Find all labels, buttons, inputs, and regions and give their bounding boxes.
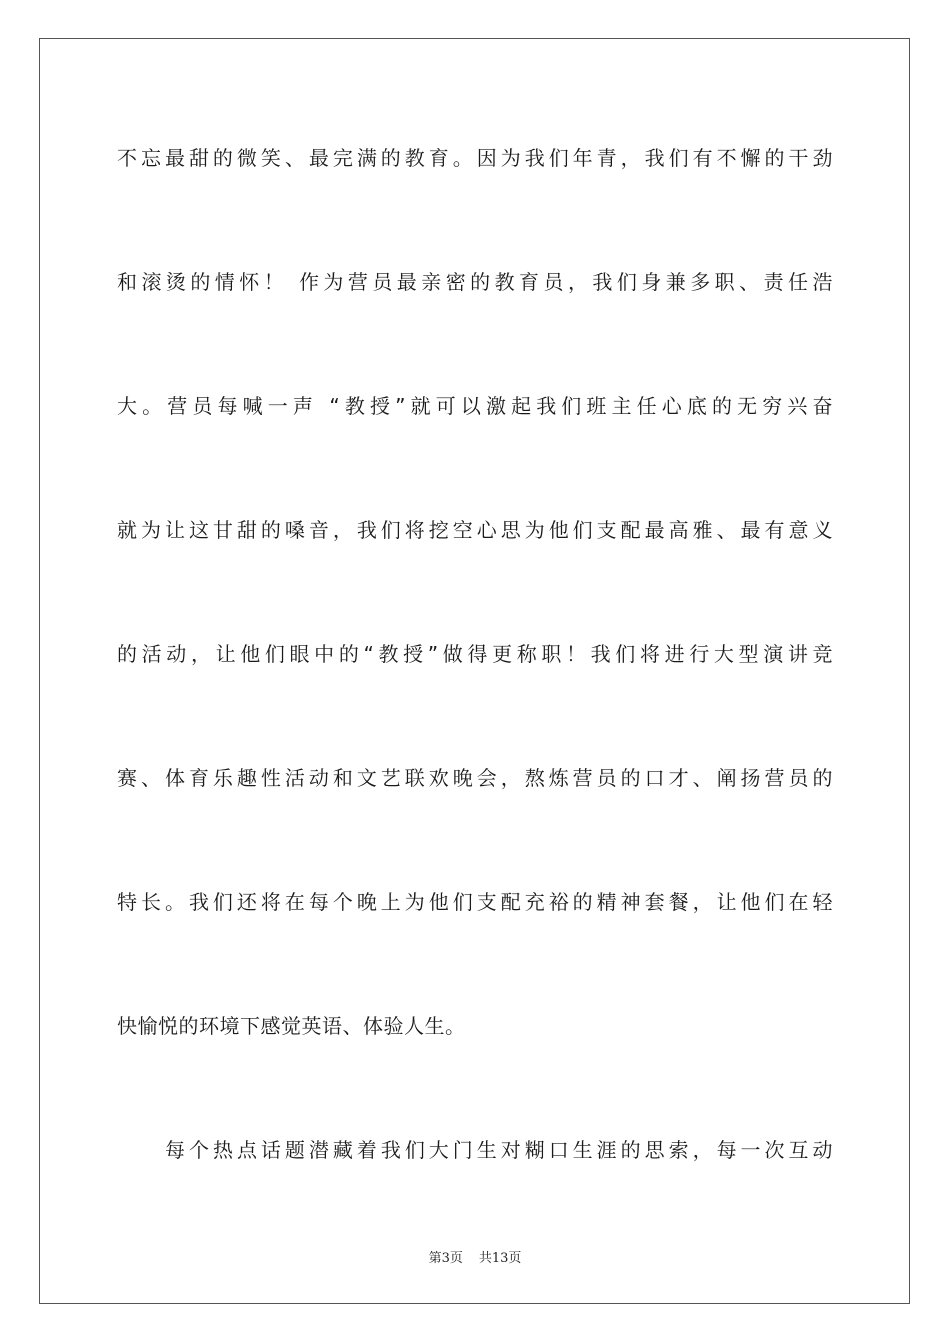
text-line: 赛、体育乐趣性活动和文艺联欢晚会，熬炼营员的口才、阐扬营员的 [117, 766, 833, 790]
text-line: 和滚烫的情怀！ 作为营员最亲密的教育员，我们身兼多职、责任浩 [117, 270, 833, 294]
text-line: 快愉悦的环境下感觉英语、体验人生。 [117, 1014, 466, 1038]
text-line: 的活动，让他们眼中的“教授”做得更称职！我们将进行大型演讲竞 [117, 642, 833, 666]
page-footer [0, 1247, 950, 1266]
text-line: 大。营员每喊一声 “教授”就可以激起我们班主任心底的无穷兴奋 [117, 394, 833, 418]
page-number: 第3页 [428, 1251, 463, 1266]
page-total: 共13页 [478, 1251, 522, 1266]
document-body [117, 127, 833, 1243]
text-line: 就为让这甘甜的嗓音，我们将挖空心思为他们支配最高雅、最有意义 [117, 518, 833, 542]
text-line: 不忘最甜的微笑、最完满的教育。因为我们年青，我们有不懈的干劲 [117, 146, 833, 170]
text-line: 特长。我们还将在每个晚上为他们支配充裕的精神套餐，让他们在轻 [117, 890, 833, 914]
text-line: 每个热点话题潜藏着我们大门生对糊口生涯的思索，每一次互动 [165, 1138, 833, 1162]
